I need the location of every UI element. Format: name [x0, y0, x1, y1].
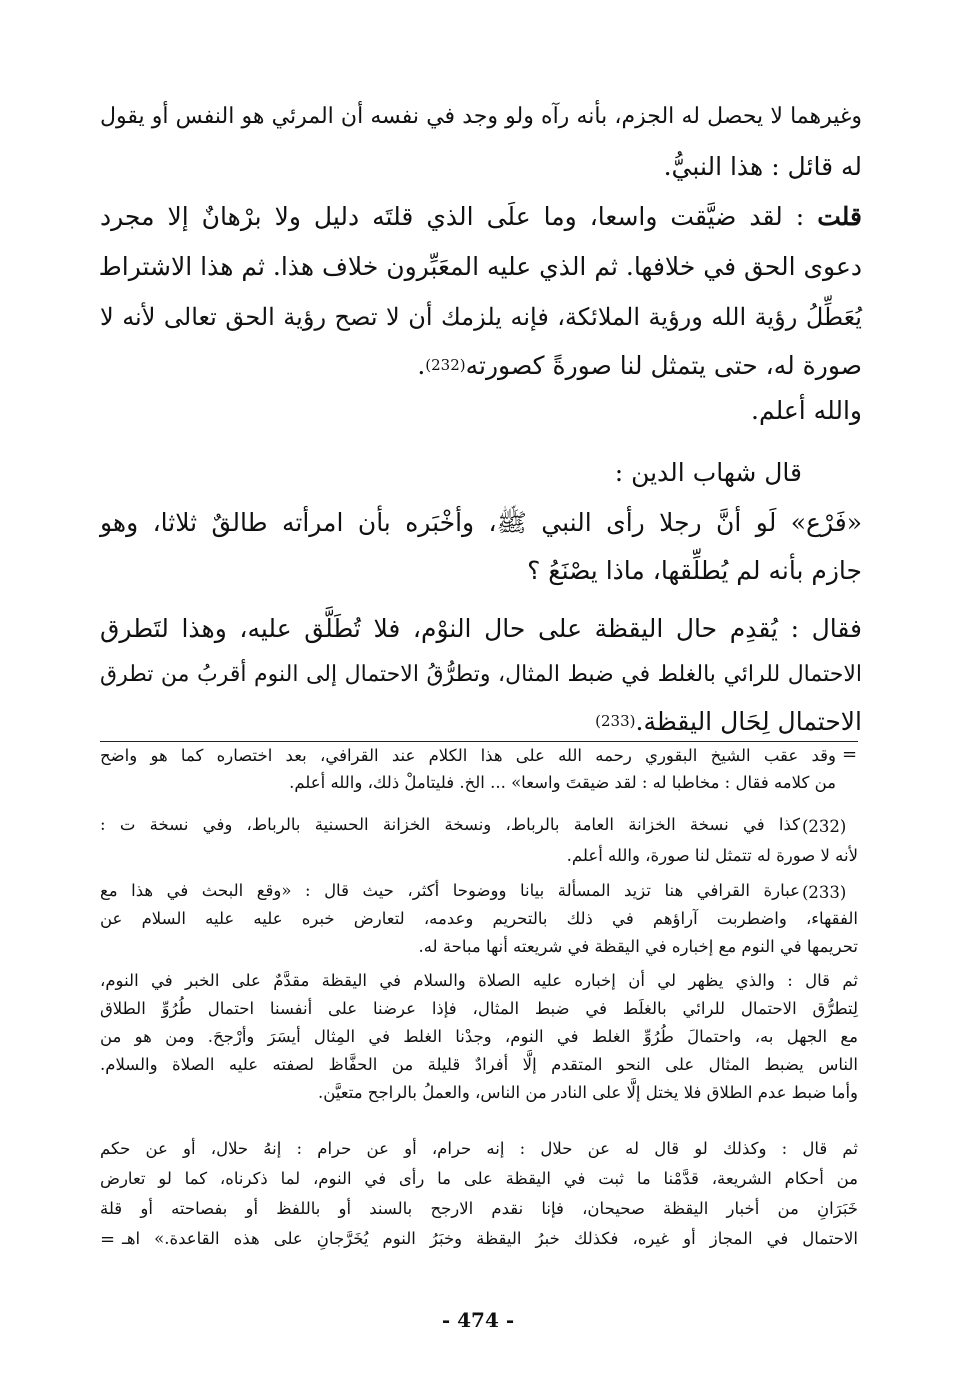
footnote-number: (233) [802, 883, 847, 902]
footnote-line: لأنه لا صورة له تتمثل لنا صورة، والله أعلم. [566, 846, 858, 865]
footnote-line: وأما ضبط عدم الطلاق فلا يختل إلَّا على النادر من الناس، والعملُ بالراجح متعيَّن. [317, 1083, 858, 1102]
page-number: - 474 - [441, 1308, 515, 1332]
footnote-line: تحريمها في النوم مع إخباره في اليقظة في شريعته أنها مباحة له. [418, 937, 858, 956]
main-text-span: صورة له، حتى يتمثل لنا صورةً كصورته [465, 351, 862, 380]
main-line: يُعَطِّلُ رؤية الله ورؤية الملائكة، فإنه يلزمك أن لا تصح رؤية الحق تعالى لأنه لا [100, 303, 862, 331]
footnote-line: ثم قال : وكذلك لو قال له عن حلال : إنه حرام، أو عن حرام : إنهُ حلال، أو عن حكم [100, 1139, 858, 1158]
main-line [100, 696, 862, 747]
main-text-span: الاحتمال لِحَال اليقظة. [635, 707, 862, 736]
main-line [100, 192, 862, 242]
footnote-line: من أحكام الشريعة، قدَّمْنا ما ثبت في اليقظة على ما رأى في النوم، لما ذكرناه، كما لو تعارض [100, 1169, 858, 1188]
main-line: له قائل : هذا النبيُّ. [663, 152, 862, 181]
main-text-span: . [417, 351, 426, 380]
footnote-line: وقد عقب الشيخ البقوري رحمه الله على هذا الكلام عند القرافي، بعد اختصاره كما هو واضح [100, 746, 836, 765]
footnote-line: خَبَرَانِ من أخبار اليقظة صحيحان، فإنا نقدم الارجح بالسند أو باللفظ أو بفصاحته أو قلة [100, 1199, 858, 1218]
footnote-line: الفقهاء، واضطربت آراؤهم في ذلك بالتحريم وعدمه، لتعارض خبره عليه عليه السلام عن [100, 909, 858, 928]
main-line: فقال : يُقدِم حال اليقظة على حال النوْم، فلا تُطَلَّق عليه، وهذا لتَطرق [100, 614, 862, 643]
main-line: الاحتمال للرائي بالغلط في ضبط المثال، وتطرُّقُ الاحتمال إلى النوم أقربُ من تطرق [100, 662, 862, 687]
footnote-line: مع الجهل به، واحتمالَ طُرُوِّ الغلط في النوم، وجدْنا الغلط في المِثال أيسَرَ وأرْجحَ. ومن هو من [100, 1027, 858, 1046]
main-line: جازم بأنه لم يُطلِّقها، ماذا يصْنَعُ ؟ [527, 556, 862, 585]
footnote-line: ثم قال : والذي يظهر لي أن إخباره عليه الصلاة والسلام في اليقظة مقدَّمٌ على الخبر في النوم، [100, 971, 858, 990]
footnote-ref: (232) [425, 356, 466, 374]
footnote-line: من كلامه فقال : مخاطبا له : لقد ضيقتَ واسعا» ... الخ. فليتاملْ ذلك، والله أعلم. [289, 773, 836, 792]
footnote-line: عبارة القرافي هنا تزيد المسألة بيانا ووضوحا أكثر، حيث قال : «وقع البحث في هذا مع [100, 881, 800, 900]
main-line: وغيرهما لا يحصل له الجزم، بأنه رآه ولو وجد في نفسه أن المرئي هو النفس أو يقول [100, 104, 862, 129]
main-text-span: : لقد ضيَّقت واسعا، وما علَى الذي قلتَه دليل ولا برْهانٌ إلا مجرد [100, 202, 818, 231]
footnote-line: الاحتمال في المجاز أو غيره، فكذلك خبرُ اليقظة وخبَرُ النوم يُخَرَّجانِ على هذه القاعدة.» اهـ [122, 1229, 858, 1248]
footnote-ref: (233) [595, 712, 636, 730]
main-line: «فَرْع» لَو أنَّ رجلا رأى النبي ﷺ، وأخْبَره بأن امرأته طالقٌ ثلاثا، وهو [100, 508, 862, 537]
footnote-line: لِتطرُّق الاحتمال للرائي بالغلَط في ضبط المثال، فإذا عرضنا على أنفسنا احتمال طُرُوِّ الطلاق [100, 999, 858, 1018]
continuation-mark: = [842, 744, 858, 765]
footnote-divider [100, 741, 858, 742]
footnote-line: كذا في نسخة الخزانة العامة بالرباط، ونسخة الخزانة الحسنية بالرباط، وفي نسخة ت : [100, 815, 800, 834]
footnote-line: الناس يضبط المثال على النحو المتقدم إلَّا أفرادٌ قليلة من الحفَّاظ لصفته عليه الصلاة والسلام. [100, 1055, 858, 1074]
main-line [100, 340, 862, 391]
qultu-lead: قلت [817, 202, 862, 231]
continuation-mark: = [100, 1229, 116, 1250]
main-line: قال شهاب الدين : [614, 458, 802, 487]
footnote-number: (232) [802, 817, 847, 836]
main-line: والله أعلم. [751, 396, 862, 425]
main-line: دعوى الحق في خلافها. ثم الذي عليه المعَبِّرون خلاف هذا. ثم هذا الاشتراط [98, 252, 862, 281]
